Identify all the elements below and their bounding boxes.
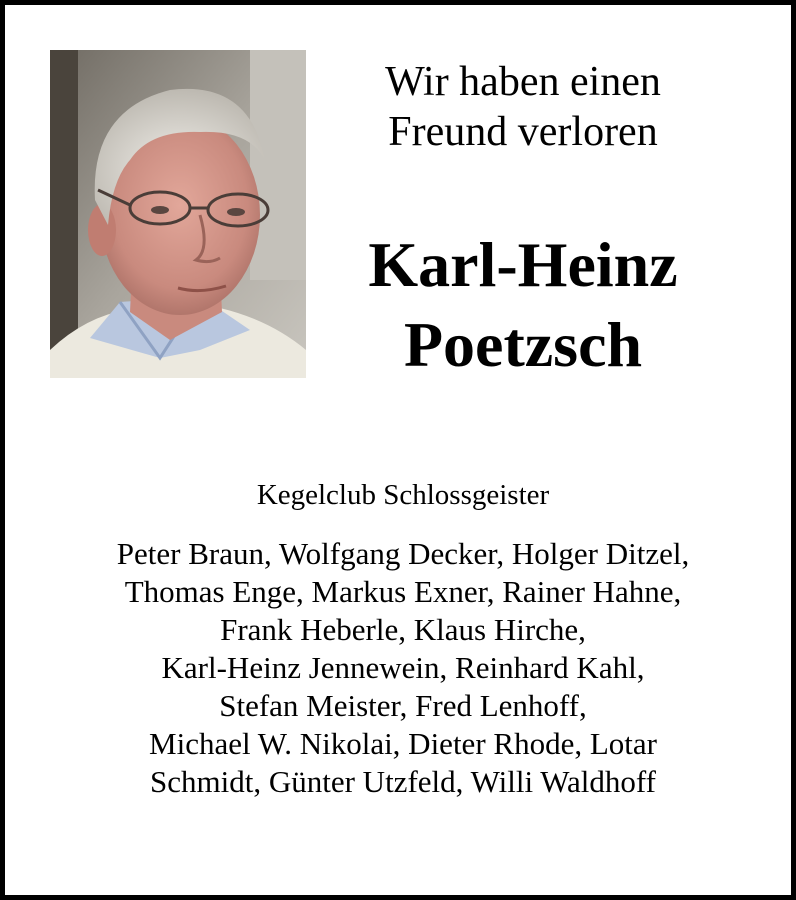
member-line: Thomas Enge, Markus Exner, Rainer Hahne, <box>124 574 682 609</box>
deceased-name <box>323 225 723 385</box>
portrait-photo <box>50 50 306 378</box>
member-line: Frank Heberle, Klaus Hirche, <box>220 612 586 647</box>
member-line: Peter Braun, Wolfgang Decker, Holger Ditzel, <box>116 536 690 571</box>
club-name: Kegelclub Schlossgeister <box>256 479 550 511</box>
headline-line-1: Wir haben einen <box>385 59 661 105</box>
deceased-first-name: Karl-Heinz <box>368 229 678 300</box>
member-line: Karl-Heinz Jennewein, Reinhard Kahl, <box>161 650 645 685</box>
member-line: Schmidt, Günter Utzfeld, Willi Waldhoff <box>150 764 656 799</box>
member-line: Stefan Meister, Fred Lenhoff, <box>219 688 587 723</box>
deceased-last-name: Poetzsch <box>403 309 643 380</box>
portrait-image <box>50 50 306 378</box>
member-list <box>5 535 796 801</box>
member-line: Michael W. Nikolai, Dieter Rhode, Lotar <box>149 726 657 761</box>
headline-line-2: Freund verloren <box>388 109 658 155</box>
headline <box>323 57 723 157</box>
